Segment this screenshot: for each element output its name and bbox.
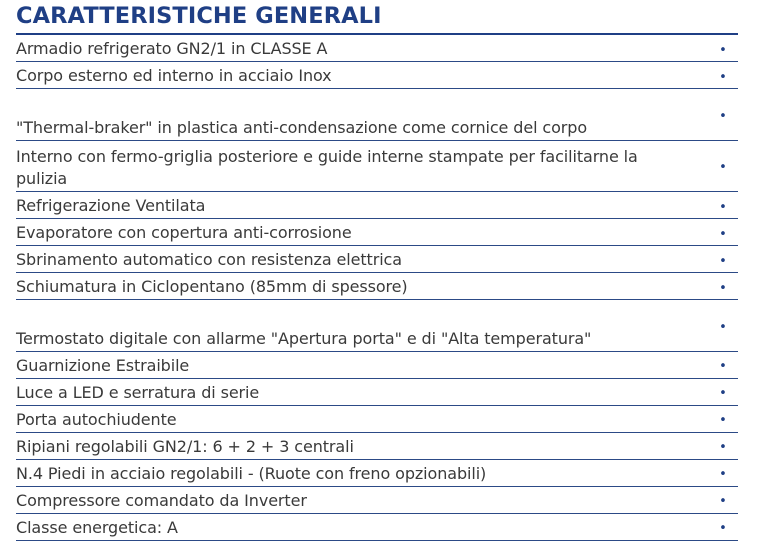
feature-text: Ripiani regolabili GN2/1: 6 + 2 + 3 centrali bbox=[16, 436, 354, 456]
bullet-icon: • bbox=[719, 319, 727, 335]
features-section bbox=[16, 0, 738, 541]
feature-text: Refrigerazione Ventilata bbox=[16, 196, 206, 215]
feature-row bbox=[16, 192, 738, 219]
feature-row bbox=[16, 379, 738, 406]
feature-text: Armadio refrigerato GN2/1 in CLASSE A bbox=[16, 39, 328, 58]
feature-row bbox=[16, 433, 738, 460]
bullet-icon: • bbox=[719, 440, 727, 455]
bullet-icon: • bbox=[719, 467, 727, 482]
feature-text: Luce a LED e serratura di serie bbox=[16, 382, 260, 402]
bullet-icon: • bbox=[719, 521, 727, 536]
feature-row bbox=[16, 460, 738, 487]
section-title: CARATTERISTICHE GENERALI bbox=[16, 0, 738, 35]
feature-text: Interno con fermo-griglia posteriore e guide interne stampate per facilitarne la pulizia bbox=[16, 147, 638, 188]
bullet-icon: • bbox=[719, 226, 727, 242]
feature-row bbox=[16, 352, 738, 379]
feature-row bbox=[16, 273, 738, 300]
feature-text: Evaporatore con copertura anti-corrosione bbox=[16, 223, 352, 242]
bullet-icon: • bbox=[719, 69, 727, 85]
feature-row bbox=[16, 300, 738, 352]
feature-text: N.4 Piedi in acciaio regolabili - (Ruote con freno opzionabili) bbox=[16, 463, 487, 483]
feature-row bbox=[16, 62, 738, 89]
feature-text: Schiumatura in Ciclopentano (85mm di spessore) bbox=[16, 277, 408, 296]
feature-text: Guarnizione Estraibile bbox=[16, 355, 190, 375]
bullet-icon: • bbox=[719, 160, 727, 176]
feature-row bbox=[16, 406, 738, 433]
bullet-icon: • bbox=[719, 413, 727, 428]
bullet-icon: • bbox=[719, 386, 727, 401]
feature-text: Corpo esterno ed interno in acciaio Inox bbox=[16, 66, 332, 85]
bullet-icon: • bbox=[719, 199, 727, 215]
feature-text: Compressore comandato da Inverter bbox=[16, 490, 307, 510]
feature-text: Termostato digitale con allarme "Apertura porta" e di "Alta temperatura" bbox=[16, 328, 592, 348]
bullet-icon: • bbox=[719, 108, 727, 124]
feature-text: "Thermal-braker" in plastica anti-condensazione come cornice del corpo bbox=[16, 117, 588, 137]
feature-row bbox=[16, 89, 738, 141]
feature-row bbox=[16, 35, 738, 62]
feature-text: Porta autochiudente bbox=[16, 409, 177, 429]
features-list bbox=[16, 35, 738, 541]
bullet-icon: • bbox=[719, 359, 727, 374]
bullet-icon: • bbox=[719, 280, 727, 296]
bullet-icon: • bbox=[719, 494, 727, 509]
feature-row bbox=[16, 487, 738, 514]
bullet-icon: • bbox=[719, 42, 727, 58]
feature-text: Sbrinamento automatico con resistenza elettrica bbox=[16, 250, 402, 269]
feature-row bbox=[16, 141, 738, 193]
feature-row bbox=[16, 219, 738, 246]
bullet-icon: • bbox=[719, 253, 727, 269]
feature-text: Classe energetica: A bbox=[16, 517, 178, 537]
feature-row bbox=[16, 514, 738, 541]
feature-row bbox=[16, 246, 738, 273]
